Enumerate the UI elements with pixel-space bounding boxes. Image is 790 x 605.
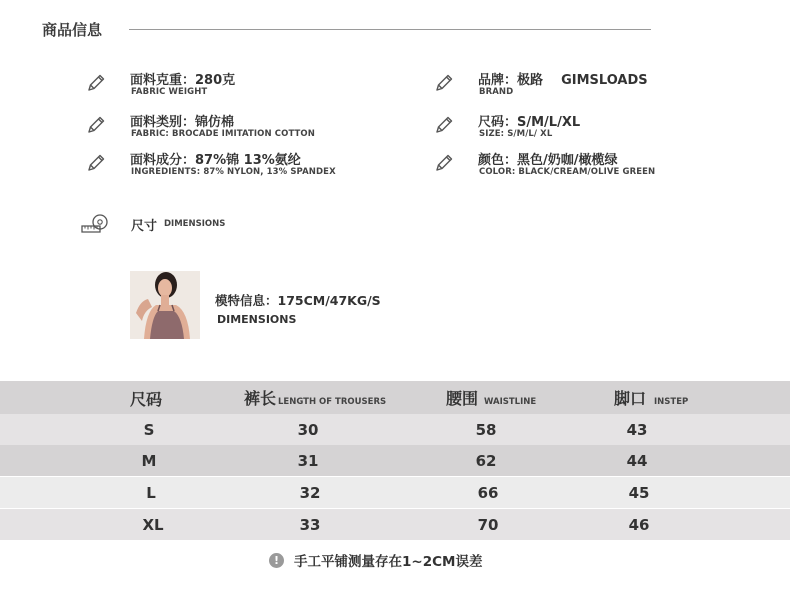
table-cell-waist: 70 — [477, 516, 499, 534]
model-info-label-en: DIMENSIONS — [217, 313, 297, 326]
pencil-icon — [86, 153, 106, 173]
table-cell-instep: 46 — [628, 516, 650, 534]
column-header-label: 腰围 — [446, 389, 479, 408]
table-cell-instep: 45 — [628, 484, 650, 502]
column-header-length — [244, 386, 386, 409]
column-header-size — [130, 387, 162, 410]
spec-label: 颜色：黑色/奶咖/橄榄绿 — [478, 153, 618, 168]
column-header-waist — [446, 386, 536, 409]
table-row — [0, 445, 790, 476]
section-title: 商品信息 — [42, 21, 103, 39]
spec-label-en: BRAND — [479, 87, 514, 97]
exclamation-icon: ! — [269, 553, 284, 568]
spec-label-en: INGREDIENTS: 87% NYLON, 13% SPANDEX — [131, 167, 336, 177]
table-cell-waist: 66 — [477, 484, 499, 502]
spec-label: 品牌：极路 GIMSLOADS — [478, 73, 648, 88]
table-row — [0, 509, 790, 540]
pencil-icon — [86, 115, 106, 135]
table-row — [0, 477, 790, 508]
column-header-label: 裤长 — [244, 389, 277, 408]
spec-label-en: COLOR: BLACK/CREAM/OLIVE GREEN — [479, 167, 656, 177]
spec-label-en: FABRIC: BROCADE IMITATION COTTON — [131, 129, 315, 139]
column-header-instep — [614, 386, 688, 409]
spec-label: 尺码：S/M/L/XL — [478, 115, 581, 130]
table-cell-length: 32 — [299, 484, 321, 502]
model-info-label: 模特信息：175CM/47KG/S — [215, 293, 381, 308]
table-cell-waist: 62 — [475, 452, 497, 470]
spec-label-en: FABRIC WEIGHT — [131, 87, 208, 97]
measurement-note-text: 手工平铺测量存在1~2CM误差 — [294, 554, 483, 570]
table-cell-size: S — [143, 421, 155, 439]
table-cell-waist: 58 — [475, 421, 497, 439]
spec-label: 面料克重：280克 — [130, 73, 236, 88]
table-cell-size: XL — [142, 516, 164, 534]
table-cell-length: 31 — [297, 452, 319, 470]
spec-label-en: SIZE: S/M/L/ XL — [479, 129, 553, 139]
table-cell-instep: 44 — [626, 452, 648, 470]
size-table — [0, 381, 790, 540]
spec-label: 面料成分：87%锦 13%氨纶 — [130, 153, 301, 168]
table-header-row — [0, 381, 790, 414]
pencil-icon — [434, 153, 454, 173]
pencil-icon — [434, 115, 454, 135]
measurement-note — [269, 550, 482, 570]
column-header-label: 脚口 — [614, 389, 647, 408]
table-cell-size: L — [146, 484, 156, 502]
table-cell-size: M — [141, 452, 157, 470]
column-header-label-en: WAISTLINE — [484, 397, 537, 407]
table-row — [0, 414, 790, 445]
table-cell-length: 33 — [299, 516, 321, 534]
model-photo — [130, 271, 200, 339]
dimensions-label: 尺寸 — [131, 219, 158, 234]
table-cell-instep: 43 — [626, 421, 648, 439]
column-header-label-en: LENGTH OF TROUSERS — [278, 397, 387, 407]
column-header-label-en: INSTEP — [654, 397, 689, 407]
model-info — [215, 291, 381, 326]
title-divider — [129, 29, 651, 30]
tape-measure-icon — [80, 213, 110, 235]
spec-label: 面料类别：锦仿棉 — [130, 115, 235, 130]
table-cell-length: 30 — [297, 421, 319, 439]
column-header-label: 尺码 — [130, 390, 163, 409]
pencil-icon — [434, 73, 454, 93]
pencil-icon — [86, 73, 106, 93]
dimensions-label-en: DIMENSIONS — [164, 219, 226, 229]
